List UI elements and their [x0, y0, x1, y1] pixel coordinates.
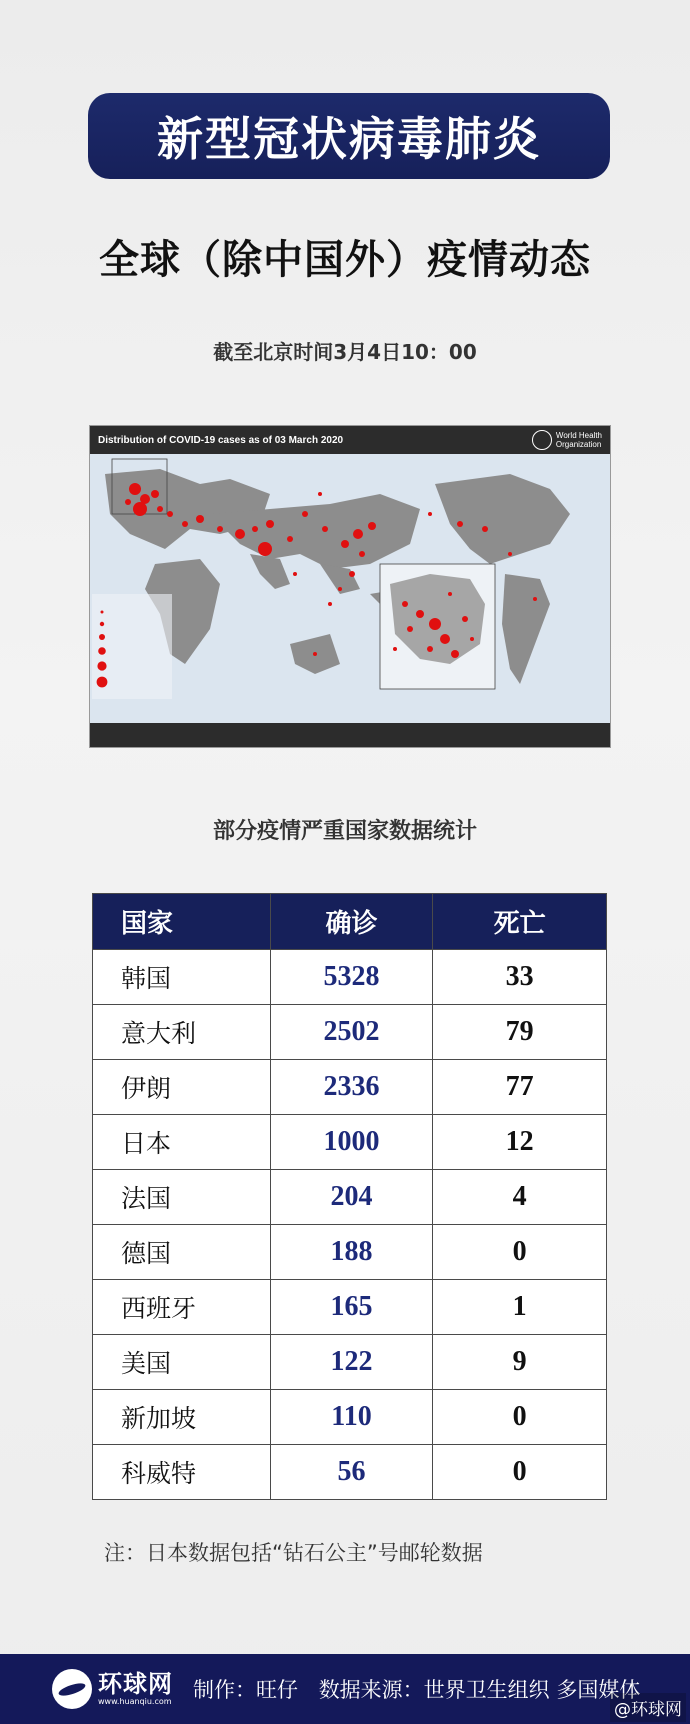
- producer-credit: 制作：旺仔: [193, 1678, 298, 1702]
- huanqiu-logo: [52, 1669, 173, 1709]
- deaths-cell: 0: [433, 1445, 607, 1500]
- country-cell: 日本: [93, 1115, 271, 1170]
- country-cell: 科威特: [93, 1445, 271, 1500]
- title-banner: [88, 93, 610, 179]
- table-section-title: 部分疫情严重国家数据统计: [212, 819, 477, 844]
- globe-icon: [52, 1669, 92, 1709]
- map-footer: [90, 723, 610, 747]
- table-row: [93, 1115, 607, 1170]
- confirmed-cell: 110: [270, 1390, 433, 1445]
- country-cell: 德国: [93, 1225, 271, 1280]
- header-deaths: 死亡: [433, 894, 607, 950]
- confirmed-cell: 188: [270, 1225, 433, 1280]
- deaths-cell: 12: [433, 1115, 607, 1170]
- table-row: [93, 1005, 607, 1060]
- table-row: [93, 1335, 607, 1390]
- who-logo: [532, 430, 602, 450]
- map-header: [90, 426, 610, 454]
- table-row: [93, 1225, 607, 1280]
- confirmed-cell: 1000: [270, 1115, 433, 1170]
- deaths-cell: 0: [433, 1225, 607, 1280]
- confirmed-cell: 2336: [270, 1060, 433, 1115]
- deaths-cell: 77: [433, 1060, 607, 1115]
- map-title: Distribution of COVID-19 cases as of 03 March 2020: [98, 434, 344, 446]
- banner-title: 新型冠状病毒肺炎: [157, 112, 541, 166]
- logo-url: www.huanqiu.com: [98, 1697, 172, 1706]
- table-row: [93, 1390, 607, 1445]
- who-distribution-map: [89, 425, 611, 748]
- table-row: [93, 1445, 607, 1500]
- timestamp: 截至北京时间3月4日10：00: [213, 340, 477, 364]
- logo-name: 环球网: [98, 1670, 173, 1698]
- country-cell: 意大利: [93, 1005, 271, 1060]
- confirmed-cell: 56: [270, 1445, 433, 1500]
- confirmed-cell: 5328: [270, 950, 433, 1005]
- header-confirmed: 确诊: [270, 894, 433, 950]
- table-row: [93, 1170, 607, 1225]
- country-stats-table: [92, 893, 607, 1500]
- table-header-row: [93, 894, 607, 950]
- country-cell: 韩国: [93, 950, 271, 1005]
- world-map-graphic: [90, 454, 611, 725]
- table-row: [93, 1060, 607, 1115]
- deaths-cell: 9: [433, 1335, 607, 1390]
- confirmed-cell: 122: [270, 1335, 433, 1390]
- footer-bar: [0, 1654, 690, 1724]
- deaths-cell: 1: [433, 1280, 607, 1335]
- deaths-cell: 33: [433, 950, 607, 1005]
- deaths-cell: 0: [433, 1390, 607, 1445]
- globe-icon: [532, 430, 552, 450]
- confirmed-cell: 204: [270, 1170, 433, 1225]
- deaths-cell: 79: [433, 1005, 607, 1060]
- table-row: [93, 1280, 607, 1335]
- country-cell: 美国: [93, 1335, 271, 1390]
- weibo-watermark: @环球网: [610, 1693, 686, 1722]
- page-subtitle: 全球（除中国外）疫情动态: [99, 237, 591, 283]
- country-cell: 西班牙: [93, 1280, 271, 1335]
- table-row: [93, 950, 607, 1005]
- confirmed-cell: 2502: [270, 1005, 433, 1060]
- country-cell: 伊朗: [93, 1060, 271, 1115]
- source-credit: 数据来源：世界卫生组织 多国媒体: [318, 1678, 641, 1702]
- header-country: 国家: [93, 894, 271, 950]
- credits: [193, 1674, 654, 1704]
- country-cell: 法国: [93, 1170, 271, 1225]
- confirmed-cell: 165: [270, 1280, 433, 1335]
- who-name-line1: World Health: [555, 431, 602, 440]
- deaths-cell: 4: [433, 1170, 607, 1225]
- footnote: 注：日本数据包括“钻石公主”号邮轮数据: [104, 1541, 483, 1565]
- country-cell: 新加坡: [93, 1390, 271, 1445]
- who-name-line2: Organization: [555, 440, 602, 449]
